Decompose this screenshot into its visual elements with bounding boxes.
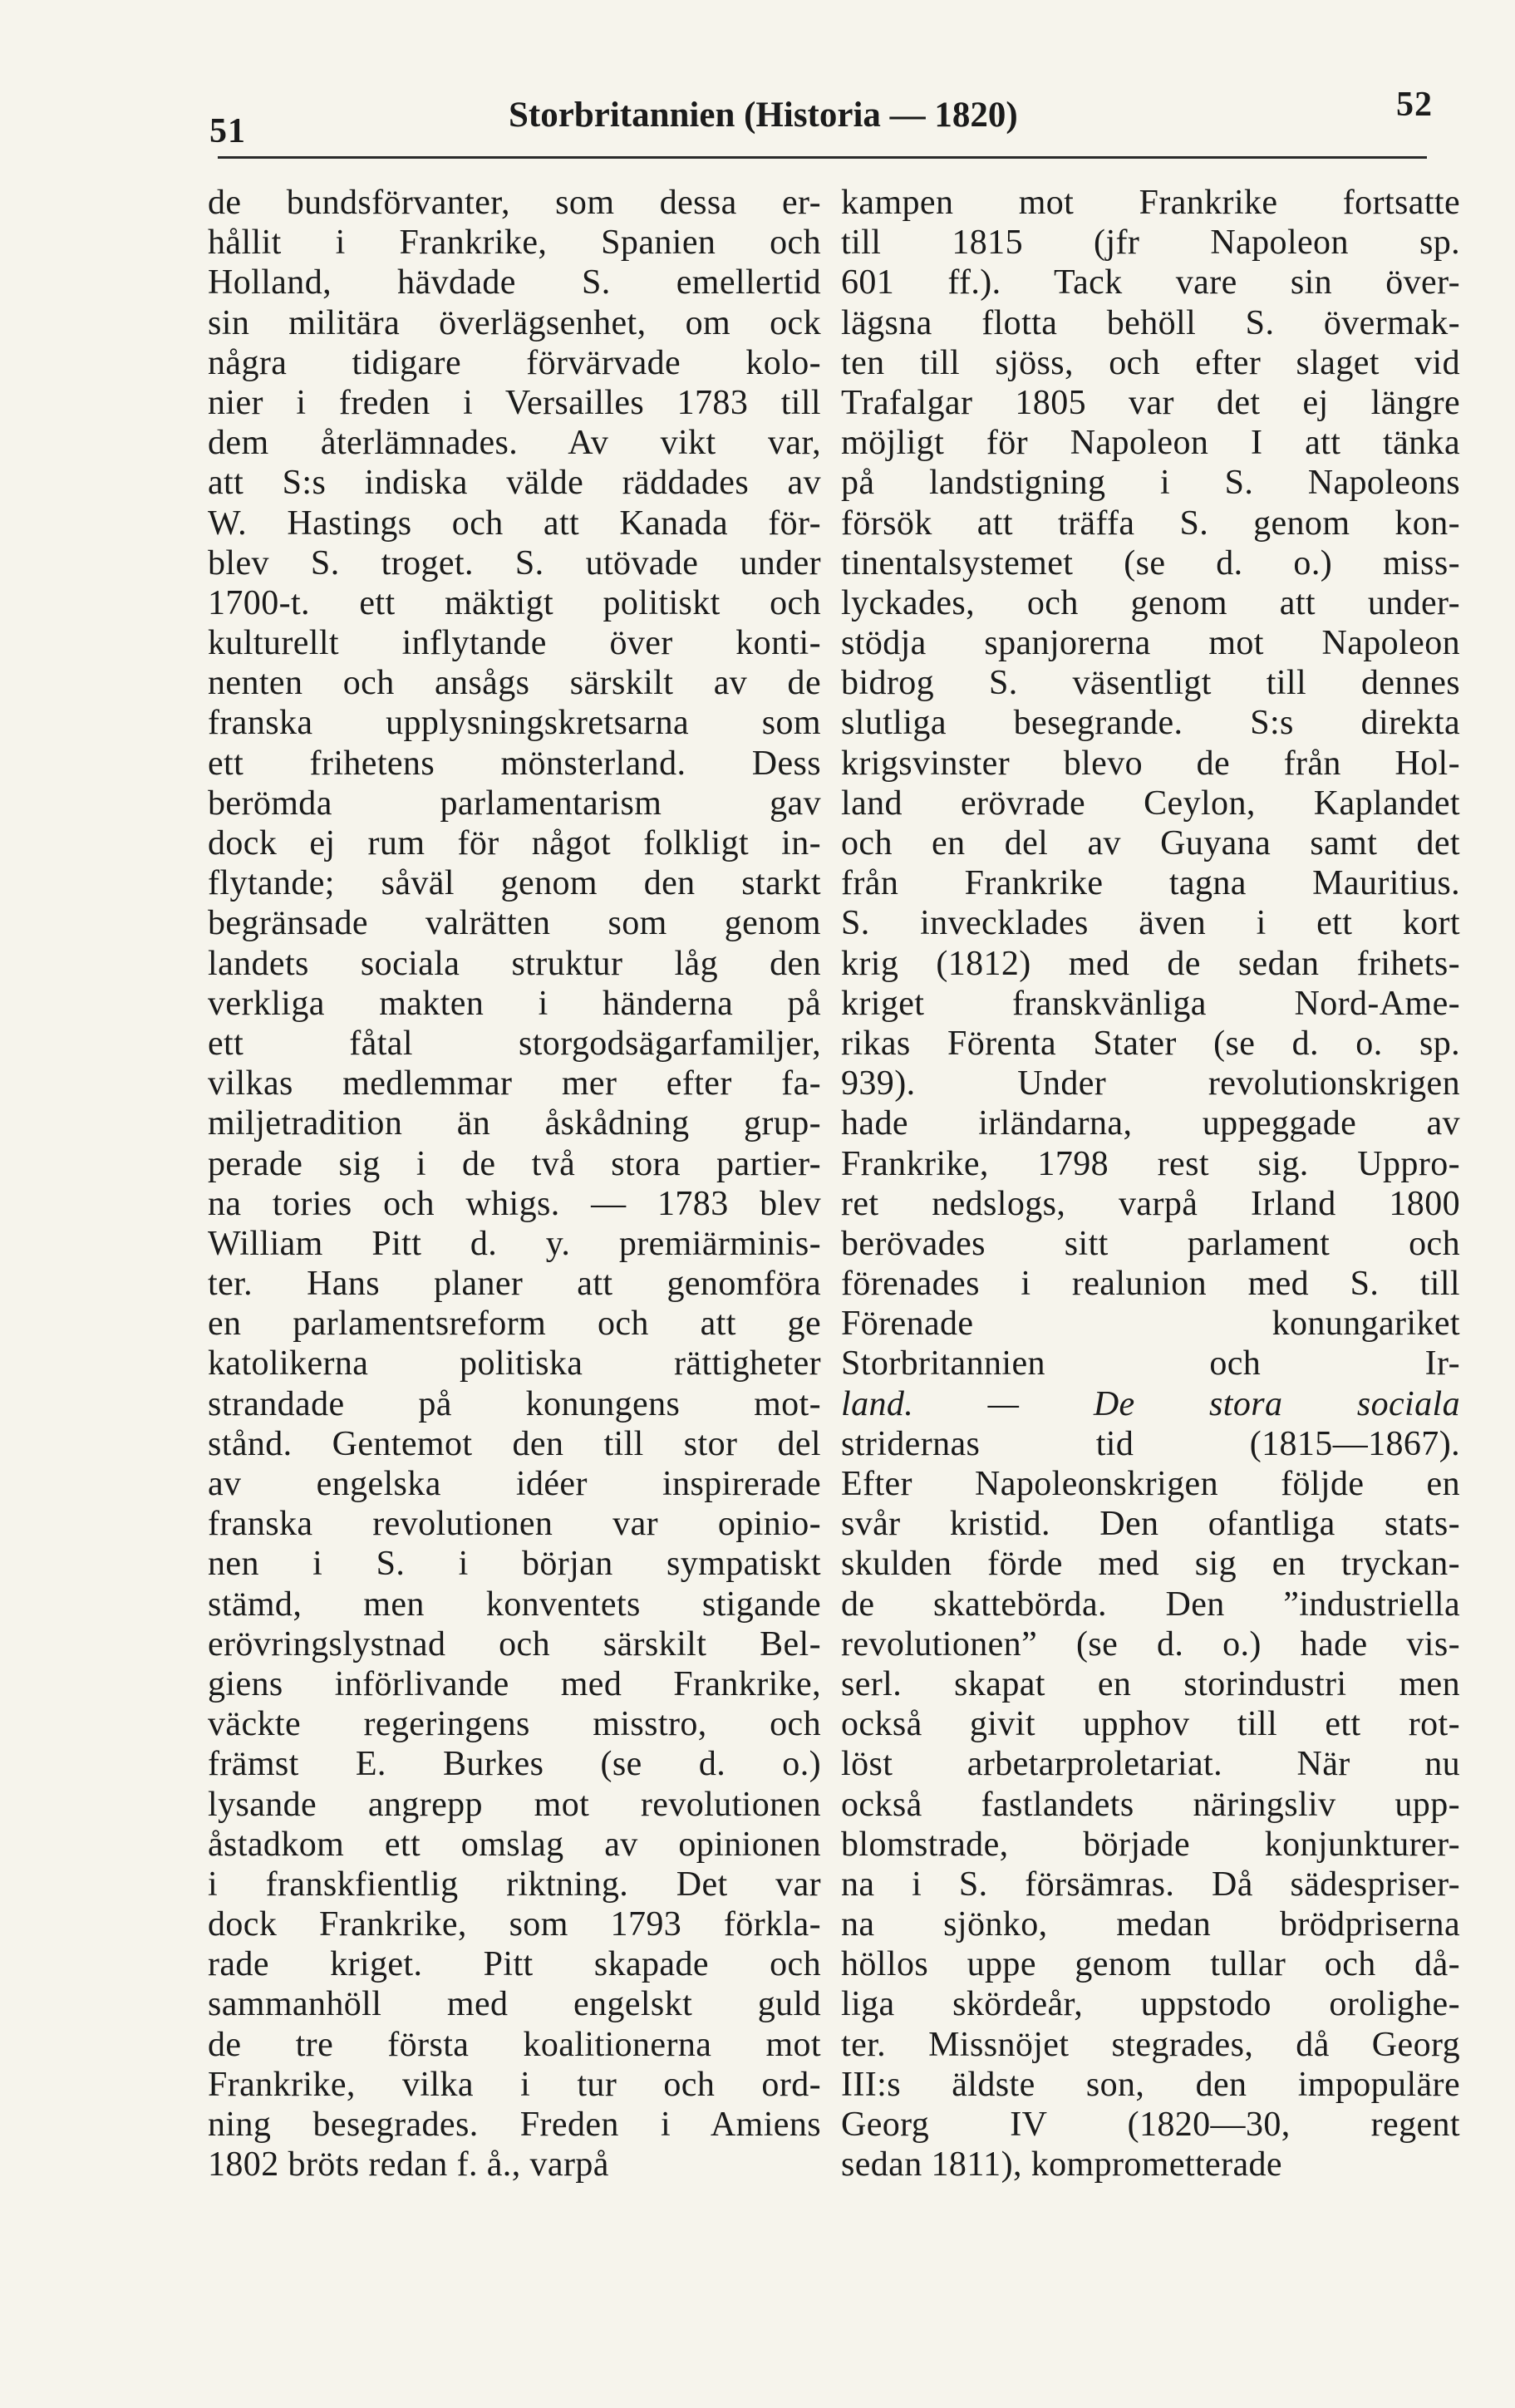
text-line: nenten och ansågs särskilt av de [208, 664, 821, 703]
text-line: ter. Missnöjet stegrades, då Georg [841, 2025, 1460, 2064]
text-line: land. — De stora sociala [841, 1384, 1460, 1423]
text-line: franska upplysningskretsarna som [208, 704, 821, 743]
text-line: Georg IV (1820—30, regent [841, 2106, 1460, 2144]
text-line: giens införlivande med Frankrike, [208, 1664, 821, 1703]
text-line: verkliga makten i händerna på [208, 984, 821, 1023]
text-line: stödja spanjorerna mot Napoleon [841, 624, 1460, 663]
text-line: de bundsförvanter, som dessa er- [208, 184, 821, 222]
text-line: dock Frankrike, som 1793 förkla- [208, 1905, 821, 1944]
text-line: kulturellt inflytande över konti- [208, 624, 821, 663]
text-line: Frankrike, vilka i tur och ord- [208, 2065, 821, 2104]
text-line: ten till sjöss, och efter slaget vid [841, 343, 1460, 382]
text-line: förenades i realunion med S. till [841, 1265, 1460, 1304]
text-line: dem återlämnades. Av vikt var, [208, 424, 821, 463]
text-line: krig (1812) med de sedan frihets- [841, 944, 1460, 983]
text-line: katolikerna politiska rättigheter [208, 1344, 821, 1383]
text-line: de tre första koalitionerna mot [208, 2025, 821, 2064]
text-line: möjligt för Napoleon I att tänka [841, 424, 1460, 463]
text-line: W. Hastings och att Kanada för- [208, 504, 821, 543]
text-line: 1802 bröts redan f. å., varpå [208, 2145, 609, 2184]
text-line: några tidigare förvärvade kolo- [208, 343, 821, 382]
right-text-column [841, 183, 1460, 2184]
text-line: väckte regeringens misstro, och [208, 1705, 821, 1744]
text-line: Frankrike, 1798 rest sig. Uppro- [841, 1144, 1460, 1183]
text-line: i franskfientlig riktning. Det var [208, 1865, 821, 1904]
text-line: höllos uppe genom tullar och då- [841, 1945, 1460, 1984]
text-line: perade sig i de två stora partier- [208, 1144, 821, 1183]
text-line: de skattebörda. Den ”industriella [841, 1585, 1460, 1624]
running-title: Storbritannien (Historia — 1820) [509, 96, 1018, 135]
text-line: serl. skapat en storindustri men [841, 1664, 1460, 1703]
header-rule [218, 156, 1427, 159]
text-line: stämd, men konventets stigande [208, 1585, 821, 1624]
text-line: kriget franskvänliga Nord-Ame- [841, 984, 1460, 1023]
text-line: Efter Napoleonskrigen följde en [841, 1465, 1460, 1503]
text-line: kampen mot Frankrike fortsatte [841, 184, 1460, 222]
text-line: skulden förde med sig en tryckan- [841, 1545, 1460, 1584]
text-line: na tories och whigs. — 1783 blev [208, 1184, 821, 1223]
text-line: också givit upphov till ett rot- [841, 1705, 1460, 1744]
text-line: främst E. Burkes (se d. o.) [208, 1745, 821, 1784]
text-line: lyckades, och genom att under- [841, 583, 1460, 622]
text-line: ett fåtal storgodsägarfamiljer, [208, 1024, 821, 1063]
text-line: Holland, hävdade S. emellertid [208, 263, 821, 302]
text-line: franska revolutionen var opinio- [208, 1505, 821, 1544]
text-line: 1700-t. ett mäktigt politiskt och [208, 583, 821, 622]
text-line: III:s äldste son, den impopuläre [841, 2065, 1460, 2104]
text-line: att S:s indiska välde räddades av [208, 464, 821, 503]
text-line: ret nedslogs, varpå Irland 1800 [841, 1184, 1460, 1223]
text-line: berömda parlamentarism gav [208, 784, 821, 823]
text-line: S. invecklades även i ett kort [841, 904, 1460, 943]
text-line: på landstigning i S. Napoleons [841, 464, 1460, 503]
text-line: sedan 1811), komprometterade [841, 2145, 1282, 2184]
text-line: erövringslystnad och särskilt Bel- [208, 1624, 821, 1663]
text-line: bidrog S. väsentligt till dennes [841, 664, 1460, 703]
text-line: lägsna flotta behöll S. övermak- [841, 303, 1460, 342]
text-line: blev S. troget. S. utövade under [208, 543, 821, 582]
text-line: hade irländarna, uppeggade av [841, 1104, 1460, 1143]
text-line: hållit i Frankrike, Spanien och [208, 224, 821, 263]
text-line: från Frankrike tagna Mauritius. [841, 864, 1460, 903]
text-line: nen i S. i början sympatiskt [208, 1545, 821, 1584]
text-line: Trafalgar 1805 var det ej längre [841, 383, 1460, 422]
text-line: också fastlandets näringsliv upp- [841, 1785, 1460, 1824]
text-line: krigsvinster blevo de från Hol- [841, 744, 1460, 783]
text-line: löst arbetarproletariat. När nu [841, 1745, 1460, 1784]
text-line: till 1815 (jfr Napoleon sp. [841, 224, 1460, 263]
text-line: svår kristid. Den ofantliga stats- [841, 1505, 1460, 1544]
text-line: Storbritannien och Ir- [841, 1344, 1460, 1383]
text-line: 939). Under revolutionskrigen [841, 1064, 1460, 1103]
page-header [209, 81, 1433, 148]
text-line: liga skördeår, uppstodo orolighe- [841, 1985, 1460, 2024]
text-line: en parlamentsreform och att ge [208, 1305, 821, 1344]
text-line: rikas Förenta Stater (se d. o. sp. [841, 1024, 1460, 1063]
text-line: sammanhöll med engelskt guld [208, 1985, 821, 2024]
text-line: försök att träffa S. genom kon- [841, 504, 1460, 543]
text-line: nier i freden i Versailles 1783 till [208, 383, 821, 422]
column-gutter [830, 195, 831, 2356]
text-line: dock ej rum för något folkligt in- [208, 824, 821, 862]
text-line: miljetradition än åskådning grup- [208, 1104, 821, 1143]
text-line: flytande; såväl genom den starkt [208, 864, 821, 903]
text-line: na i S. försämras. Då sädespriser- [841, 1865, 1460, 1904]
text-line: strandade på konungens mot- [208, 1384, 821, 1423]
text-line: land erövrade Ceylon, Kaplandet [841, 784, 1460, 823]
text-line: landets sociala struktur låg den [208, 944, 821, 983]
text-line: revolutionen” (se d. o.) hade vis- [841, 1624, 1460, 1663]
text-line: stånd. Gentemot den till stor del [208, 1424, 821, 1463]
left-text-column [208, 183, 821, 2184]
text-line: begränsade valrätten som genom [208, 904, 821, 943]
text-line: ett frihetens mönsterland. Dess [208, 744, 821, 783]
text-line: 601 ff.). Tack vare sin över- [841, 263, 1460, 302]
left-page-number: 51 [209, 112, 246, 150]
text-line: vilkas medlemmar mer efter fa- [208, 1064, 821, 1103]
text-line: ning besegrades. Freden i Amiens [208, 2106, 821, 2144]
text-line: tinentalsystemet (se d. o.) miss- [841, 543, 1460, 582]
text-line: lysande angrepp mot revolutionen [208, 1785, 821, 1824]
text-line: rade kriget. Pitt skapade och [208, 1945, 821, 1984]
text-line: sin militära överlägsenhet, om ock [208, 303, 821, 342]
right-page-number: 52 [1396, 86, 1433, 124]
text-line: åstadkom ett omslag av opinionen [208, 1825, 821, 1864]
text-line: Förenade konungariket [841, 1305, 1460, 1344]
text-line: blomstrade, började konjunkturer- [841, 1825, 1460, 1864]
text-line: berövades sitt parlament och [841, 1224, 1460, 1263]
text-line: slutliga besegrande. S:s direkta [841, 704, 1460, 743]
text-line: av engelska idéer inspirerade [208, 1465, 821, 1503]
text-line: och en del av Guyana samt det [841, 824, 1460, 862]
text-line: William Pitt d. y. premiärminis- [208, 1224, 821, 1263]
text-line: stridernas tid (1815—1867). [841, 1424, 1460, 1463]
text-line: ter. Hans planer att genomföra [208, 1265, 821, 1304]
text-line: na sjönko, medan brödpriserna [841, 1905, 1460, 1944]
